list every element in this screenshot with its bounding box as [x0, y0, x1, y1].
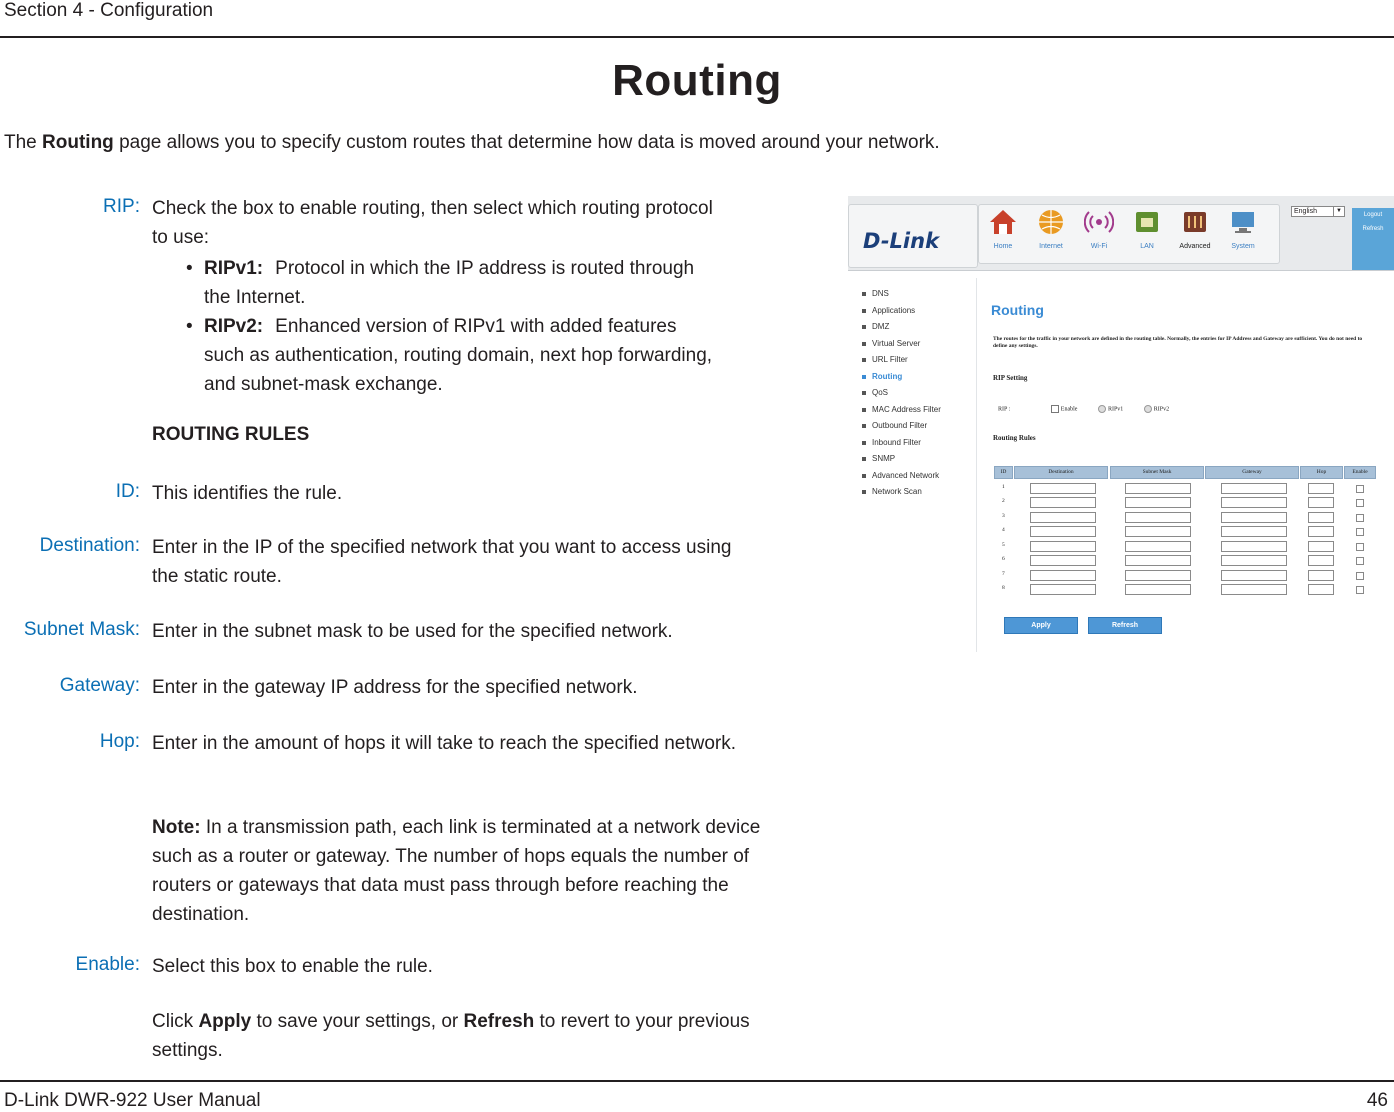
router-content — [976, 278, 1394, 652]
col-header-id: ID — [994, 466, 1013, 479]
bullet-square-icon — [862, 474, 866, 478]
gateway-input[interactable] — [1221, 555, 1287, 566]
sidebar-item-routing[interactable] — [860, 369, 972, 386]
gateway-input[interactable] — [1221, 526, 1287, 537]
row-id: 7 — [1002, 571, 1005, 577]
bullet-dot: • — [186, 316, 193, 337]
bullet-square-icon — [862, 358, 866, 362]
home-icon — [988, 208, 1018, 236]
enable-checkbox[interactable] — [1356, 572, 1364, 580]
top-buttons-panel — [1352, 208, 1394, 270]
bullet-square-icon — [862, 375, 866, 379]
hop-input[interactable] — [1308, 555, 1334, 566]
logo-panel — [848, 204, 978, 268]
nav-label: Advanced — [1179, 243, 1211, 250]
sidebar-item-label: Routing — [872, 371, 903, 381]
sidebar-item-label: Advanced Network — [872, 470, 940, 480]
rip-label: RIP : — [998, 406, 1011, 413]
destination-input[interactable] — [1030, 483, 1096, 494]
term-id: ID: — [115, 481, 140, 502]
sidebar-item-advanced-network[interactable] — [860, 468, 972, 485]
bullet-dot: • — [186, 258, 193, 279]
col-header-destination: Destination — [1014, 466, 1108, 479]
subnet-mask-input[interactable] — [1125, 584, 1191, 595]
sidebar-item-applications[interactable] — [860, 303, 972, 320]
footer-rule — [0, 1080, 1394, 1082]
click-p1: Click — [152, 1011, 199, 1032]
nav-internet[interactable] — [1031, 208, 1071, 250]
language-select[interactable] — [1291, 206, 1345, 217]
intro-suffix: page allows you to specify custom routes that determine how data is moved around your network. — [113, 132, 940, 153]
sidebar-item-label: Virtual Server — [872, 338, 921, 348]
note-paragraph — [152, 813, 777, 929]
row-id: 3 — [1002, 513, 1005, 519]
bullet-square-icon — [862, 325, 866, 329]
subnet-mask-input[interactable] — [1125, 512, 1191, 523]
destination-input[interactable] — [1030, 497, 1096, 508]
desc-id: This identifies the rule. — [152, 483, 343, 504]
sidebar-item-label: Applications — [872, 305, 916, 315]
destination-input[interactable] — [1030, 584, 1096, 595]
header-rule — [0, 36, 1394, 38]
sidebar-item-label: URL Filter — [872, 355, 908, 364]
enable-checkbox[interactable] — [1356, 499, 1364, 507]
row-id: 6 — [1002, 556, 1005, 562]
nav-label: LAN — [1140, 243, 1154, 250]
desc-hop: Enter in the amount of hops it will take to reach the specified network. — [152, 733, 737, 754]
hop-input[interactable] — [1308, 584, 1334, 595]
nav-home[interactable] — [983, 208, 1023, 250]
nav-wifi[interactable] — [1079, 208, 1119, 250]
top-refresh-button[interactable]: Refresh — [1362, 226, 1384, 232]
footer-page-number: 46 — [1366, 1090, 1388, 1111]
desc-gateway: Enter in the gateway IP address for the specified network. — [152, 677, 638, 698]
note-text: In a transmission path, each link is terminated at a network device such as a router or gateway. The number of hops equals the number of routers or gateways that data must pass through before reaching the destination. — [152, 817, 761, 925]
sidebar-item-label: Network Scan — [872, 487, 922, 496]
col-header-gateway: Gateway — [1205, 466, 1299, 479]
hop-input[interactable] — [1308, 512, 1334, 523]
rip-setting-title: RIP Setting — [993, 374, 1028, 382]
click-p3: to revert to your previous settings. — [152, 1011, 750, 1061]
hop-input[interactable] — [1308, 497, 1334, 508]
subnet-mask-input[interactable] — [1125, 541, 1191, 552]
desc-subnet-mask: Enter in the subnet mask to be used for the specified network. — [152, 621, 673, 642]
row-id: 4 — [1002, 527, 1005, 533]
row-id: 5 — [1002, 542, 1005, 548]
hop-input[interactable] — [1308, 483, 1334, 494]
refresh-button[interactable]: Refresh — [1088, 617, 1162, 634]
bullet-square-icon — [862, 457, 866, 461]
sidebar-item-label: DNS — [872, 289, 889, 298]
enable-checkbox[interactable] — [1356, 586, 1364, 594]
bullet-square-icon — [862, 441, 866, 445]
sidebar-item-snmp[interactable] — [860, 451, 972, 468]
gateway-input[interactable] — [1221, 512, 1287, 523]
col-header-enable: Enable — [1344, 466, 1376, 479]
term-gateway: Gateway: — [59, 675, 140, 696]
destination-input[interactable] — [1030, 512, 1096, 523]
enable-checkbox[interactable] — [1356, 543, 1364, 551]
bullet-square-icon — [862, 424, 866, 428]
subnet-mask-input[interactable] — [1125, 483, 1191, 494]
footer-manual-title: D-Link DWR-922 User Manual — [4, 1090, 261, 1111]
sidebar-item-label: QoS — [872, 388, 889, 397]
gateway-input[interactable] — [1221, 570, 1287, 581]
desc-rip: Check the box to enable routing, then select which routing protocol to use: — [152, 198, 713, 248]
sidebar-item-url-filter[interactable] — [860, 352, 972, 369]
rip-options-row — [998, 405, 1169, 413]
tools-icon — [1180, 208, 1210, 236]
bullet-ripv2-text: Enhanced version of RIPv1 with added features such as authentication, routing domain, next hop forwarding, and subnet-mask exchange. — [204, 316, 713, 395]
click-apply-bold: Apply — [198, 1011, 252, 1032]
bullet-square-icon — [862, 490, 866, 494]
chevron-down-icon: ▼ — [1333, 207, 1344, 216]
col-header-subnet-mask: Subnet Mask — [1110, 466, 1204, 479]
sidebar-item-qos[interactable] — [860, 385, 972, 402]
router-ui-screenshot — [848, 196, 1394, 652]
bullet-square-icon — [862, 292, 866, 296]
nav-label: Wi-Fi — [1090, 243, 1108, 250]
hop-input[interactable] — [1308, 570, 1334, 581]
click-p2: to save your settings, or — [251, 1011, 464, 1032]
col-header-hop: Hop — [1300, 466, 1343, 479]
desc-destination: Enter in the IP of the specified network that you want to access using the static route. — [152, 537, 732, 587]
router-page-note: The routes for the traffic in your network are defined in the routing table. Normally, the entries for IP Address and Gateway are sufficient. You do not need to define any settings. — [993, 336, 1363, 349]
destination-input[interactable] — [1030, 570, 1096, 581]
term-enable: Enable: — [75, 954, 140, 975]
routing-rules-heading: ROUTING RULES — [152, 424, 310, 445]
destination-input[interactable] — [1030, 526, 1096, 537]
enable-checkbox[interactable] — [1356, 514, 1364, 522]
router-sidebar — [860, 286, 972, 501]
bullet-ripv2-name: RIPv2: — [204, 316, 264, 337]
ripv2-label: RIPv2 — [1153, 406, 1170, 413]
apply-button[interactable]: Apply — [1004, 617, 1078, 634]
subnet-mask-input[interactable] — [1125, 570, 1191, 581]
bullet-square-icon — [862, 408, 866, 412]
sidebar-item-outbound-filter[interactable] — [860, 418, 972, 435]
sidebar-item-label: Outbound Filter — [872, 421, 928, 430]
nav-system[interactable] — [1223, 208, 1263, 250]
intro-bold: Routing — [42, 132, 114, 153]
globe-icon — [1036, 208, 1066, 236]
destination-input[interactable] — [1030, 541, 1096, 552]
subnet-mask-input[interactable] — [1125, 497, 1191, 508]
row-id: 1 — [1002, 484, 1005, 490]
enable-checkbox[interactable] — [1356, 557, 1364, 565]
section-header: Section 4 - Configuration — [4, 0, 214, 21]
logout-button[interactable]: Logout — [1363, 212, 1383, 218]
nav-advanced[interactable] — [1175, 208, 1215, 250]
bullet-square-icon — [862, 391, 866, 395]
row-id: 2 — [1002, 498, 1005, 504]
wifi-icon — [1084, 208, 1114, 236]
subnet-mask-input[interactable] — [1125, 526, 1191, 537]
enable-checkbox[interactable] — [1356, 485, 1364, 493]
row-id: 8 — [1002, 585, 1005, 591]
sidebar-item-dmz[interactable] — [860, 319, 972, 336]
dlink-logo: D-Link — [863, 229, 940, 253]
subnet-mask-input[interactable] — [1125, 555, 1191, 566]
ripv1-label: RIPv1 — [1107, 406, 1124, 413]
gateway-input[interactable] — [1221, 483, 1287, 494]
sidebar-item-label: Inbound Filter — [872, 437, 921, 447]
ripv2-radio[interactable] — [1144, 405, 1152, 413]
ripv1-radio[interactable] — [1098, 405, 1106, 413]
gateway-input[interactable] — [1221, 584, 1287, 595]
intro-prefix: The — [4, 132, 43, 153]
click-apply-paragraph — [152, 1007, 752, 1065]
note-label: Note: — [152, 817, 201, 838]
lan-icon — [1132, 208, 1162, 236]
language-value: English — [1294, 208, 1317, 215]
sidebar-item-network-scan[interactable] — [860, 484, 972, 501]
sidebar-item-virtual-server[interactable] — [860, 336, 972, 353]
nav-label: System — [1231, 243, 1255, 250]
term-destination: Destination: — [39, 535, 140, 556]
term-hop: Hop: — [99, 731, 140, 752]
page-title: Routing — [612, 56, 782, 105]
nav-label: Home — [993, 243, 1013, 250]
nav-lan[interactable] — [1127, 208, 1167, 250]
bullet-square-icon — [862, 342, 866, 346]
intro-paragraph — [4, 132, 940, 154]
sidebar-item-inbound-filter[interactable] — [860, 435, 972, 452]
click-refresh-bold: Refresh — [463, 1011, 535, 1032]
sidebar-item-label: MAC Address Filter — [872, 404, 941, 414]
monitor-icon — [1228, 208, 1258, 236]
rip-enable-checkbox[interactable] — [1051, 405, 1059, 413]
term-subnet-mask: Subnet Mask: — [23, 619, 140, 640]
bullet-ripv1-name: RIPv1: — [204, 258, 264, 279]
destination-input[interactable] — [1030, 555, 1096, 566]
hop-input[interactable] — [1308, 541, 1334, 552]
gateway-input[interactable] — [1221, 497, 1287, 508]
router-page-title: Routing — [991, 302, 1044, 318]
bullet-ripv2 — [186, 312, 716, 399]
rip-bullets — [186, 254, 716, 399]
term-rip: RIP: — [103, 196, 140, 217]
router-nav — [978, 204, 1280, 264]
routing-rules-title: Routing Rules — [993, 434, 1036, 442]
bullet-ripv1 — [186, 254, 716, 312]
gateway-input[interactable] — [1221, 541, 1287, 552]
sidebar-item-label: SNMP — [872, 454, 896, 463]
sidebar-item-dns[interactable] — [860, 286, 972, 303]
hop-input[interactable] — [1308, 526, 1334, 537]
nav-label: Internet — [1039, 243, 1063, 250]
desc-enable: Select this box to enable the rule. — [152, 956, 433, 977]
enable-checkbox[interactable] — [1356, 528, 1364, 536]
bullet-ripv1-text: Protocol in which the IP address is routed through the Internet. — [204, 258, 695, 308]
sidebar-item-mac-address-filter[interactable] — [860, 402, 972, 419]
bullet-square-icon — [862, 309, 866, 313]
rip-enable-label: Enable — [1060, 406, 1078, 413]
sidebar-item-label: DMZ — [872, 322, 890, 331]
